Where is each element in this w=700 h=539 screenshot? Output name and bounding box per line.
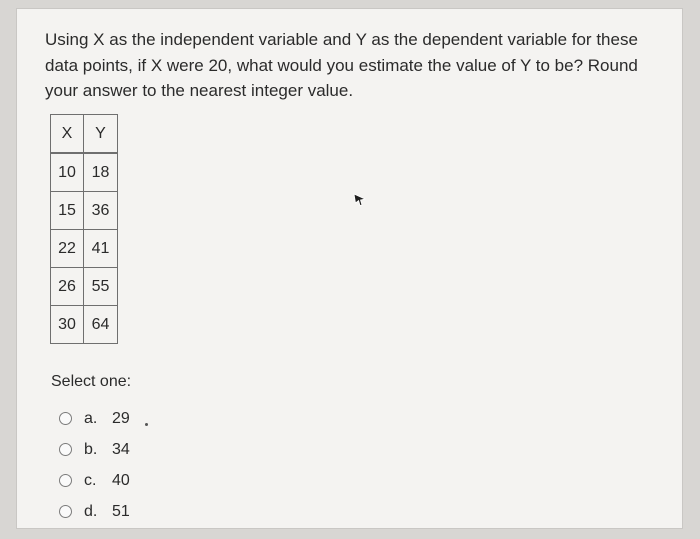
radio-button-icon[interactable] (59, 443, 72, 456)
table-cell-y: 41 (84, 230, 118, 268)
option-value: 51 (112, 502, 130, 520)
table-row (51, 306, 118, 344)
table-header-row (51, 115, 118, 154)
column-header-y: Y (84, 115, 118, 154)
answer-options (59, 403, 130, 527)
table-cell-y: 36 (84, 192, 118, 230)
table-row (51, 153, 118, 192)
table-cell-x: 22 (51, 230, 84, 268)
option-letter: a. (84, 409, 98, 427)
table-cell-x: 10 (51, 153, 84, 192)
option-letter: c. (84, 471, 97, 489)
option-c[interactable] (59, 465, 130, 496)
option-a[interactable] (59, 403, 130, 434)
select-one-label: Select one: (51, 373, 132, 390)
table-cell-x: 26 (51, 268, 84, 306)
option-letter: b. (84, 440, 98, 458)
table-cell-y: 18 (84, 153, 118, 192)
table-cell-y: 64 (84, 306, 118, 344)
question-text: Using X as the independent variable and Y as the dependent variable for these data points, if X were 20, what would you estimate the value of Y to be? Round your answer to the nearest integer value. (45, 30, 638, 100)
table-row (51, 192, 118, 230)
question-card (16, 8, 683, 529)
radio-button-icon[interactable] (59, 412, 72, 425)
mouse-pointer-icon (352, 191, 368, 207)
table-cell-x: 30 (51, 306, 84, 344)
radio-button-icon[interactable] (59, 474, 72, 487)
data-table (50, 114, 118, 344)
table-row (51, 230, 118, 268)
option-letter: d. (84, 502, 98, 520)
radio-button-icon[interactable] (59, 505, 72, 518)
stray-dot (145, 423, 148, 426)
table-cell-x: 15 (51, 192, 84, 230)
option-value: 34 (112, 440, 130, 458)
table-cell-y: 55 (84, 268, 118, 306)
option-d[interactable] (59, 496, 130, 527)
option-b[interactable] (59, 434, 130, 465)
table-row (51, 268, 118, 306)
column-header-x: X (51, 115, 84, 154)
option-value: 40 (112, 471, 130, 489)
option-value: 29 (112, 409, 130, 427)
